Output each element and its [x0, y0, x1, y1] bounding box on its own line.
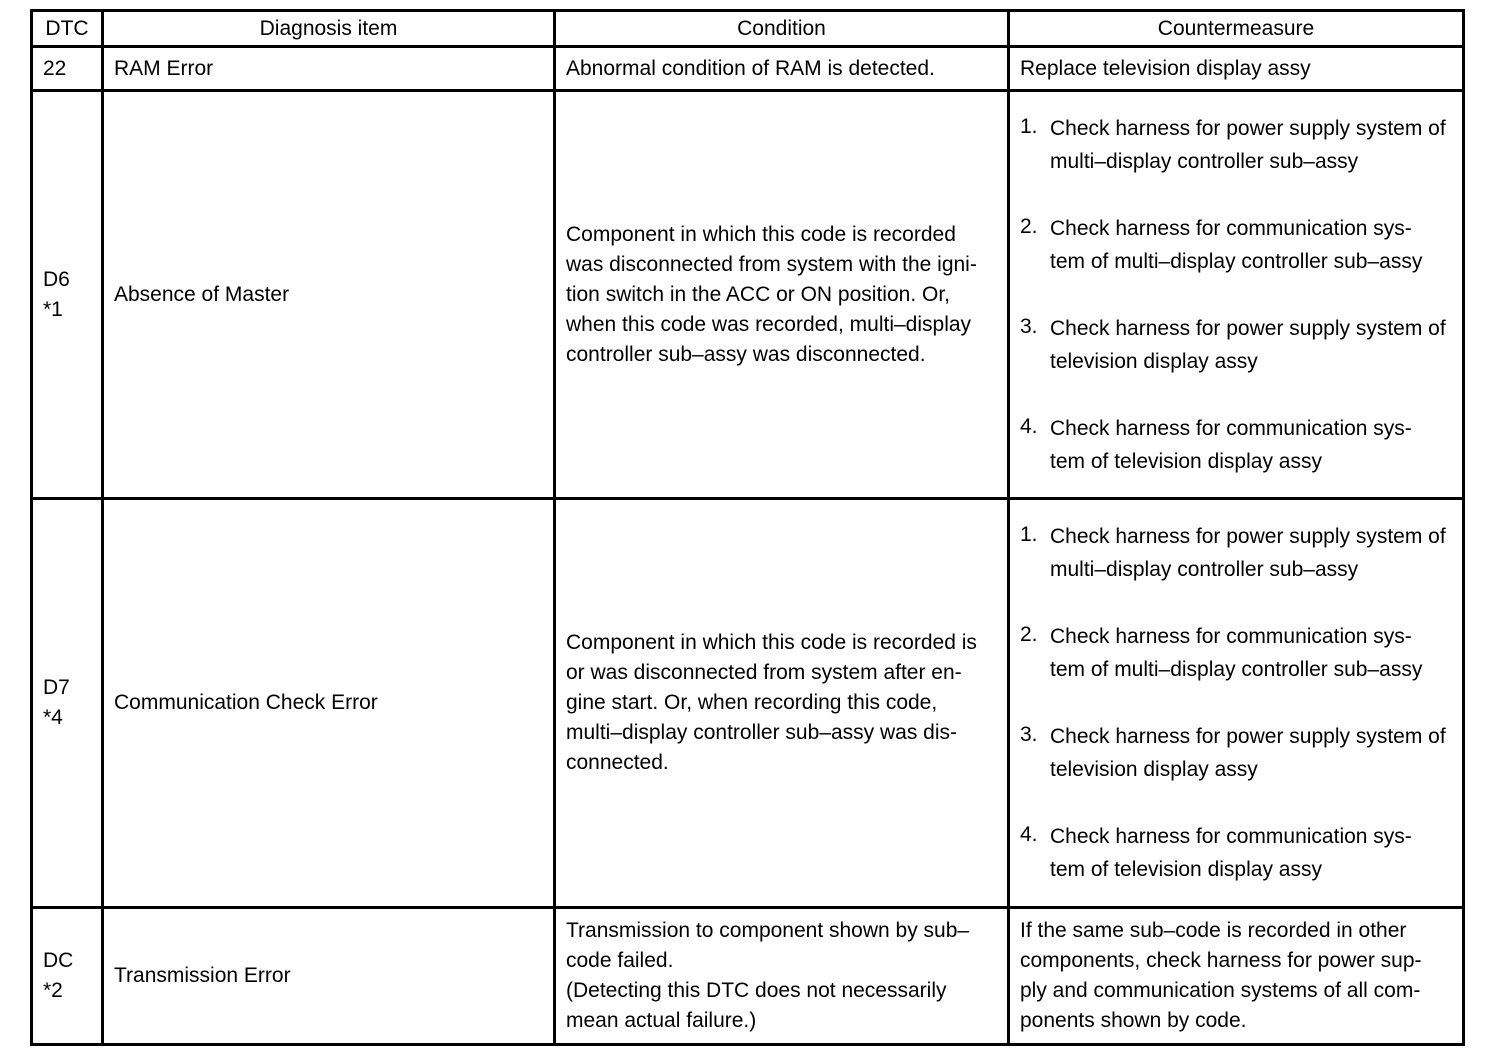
header-diagnosis-item: Diagnosis item — [103, 11, 555, 47]
condition-cell — [555, 499, 1009, 908]
condition-text: Component in which this code is recorded is or was disconnected from system after en- gine start. Or, when recording this code, multi–display controller sub–assy was dis- connected. — [566, 631, 977, 774]
dtc-table — [30, 9, 1465, 1046]
condition-cell — [555, 47, 1009, 91]
condition-cell — [555, 908, 1009, 1045]
dtc-code-cell — [32, 499, 103, 908]
header-condition: Condition — [555, 11, 1009, 47]
dtc-code-cell — [32, 91, 103, 499]
dtc-code-cell — [32, 908, 103, 1045]
condition-text: Abnormal condition of RAM is detected. — [566, 56, 935, 80]
header-countermeasure: Countermeasure — [1009, 11, 1464, 47]
dtc-note-ref: *2 — [43, 979, 63, 1002]
list-item: 1. Check harness for power supply system of multi–display controller sub–assy — [1020, 114, 1446, 173]
diagnosis-item-cell: RAM Error — [103, 47, 555, 91]
list-item: 2. Check harness for communication sys- tem of multi–display controller sub–assy — [1020, 623, 1423, 681]
countermeasure-steps — [1020, 520, 1452, 886]
condition-text: Transmission to component shown by sub– code failed. — [566, 919, 970, 972]
table-header-row — [32, 11, 1464, 47]
table-row — [32, 47, 1464, 91]
dtc-code: DC — [43, 949, 74, 972]
table-row — [32, 499, 1464, 908]
table-row — [32, 908, 1464, 1045]
condition-note: (Detecting this DTC does not necessarily mean actual failure.) — [566, 979, 947, 1032]
diagnosis-item-cell: Absence of Master — [103, 91, 555, 499]
header-dtc: DTC — [32, 11, 103, 47]
list-item: 3. Check harness for power supply system of television display assy — [1020, 314, 1446, 373]
list-item: 1. Check harness for power supply system of multi–display controller sub–assy — [1020, 523, 1446, 581]
list-item: 2. Check harness for communication sys- tem of multi–display controller sub–assy — [1020, 214, 1423, 273]
list-item: 4. Check harness for communication sys- tem of television display assy — [1020, 414, 1412, 473]
dtc-code: D6 — [43, 267, 70, 291]
list-item: 3. Check harness for power supply system of television display assy — [1020, 723, 1446, 781]
diagnosis-item-cell: Transmission Error — [103, 908, 555, 1045]
dtc-code: 22 — [43, 56, 67, 80]
dtc-code-cell — [32, 47, 103, 91]
countermeasure-cell: Replace television display assy — [1009, 47, 1464, 91]
table-row — [32, 91, 1464, 499]
condition-cell — [555, 91, 1009, 499]
dtc-note-ref: *4 — [43, 706, 63, 729]
condition-text: Component in which this code is recorded was disconnected from system with the igni- tion switch in the ACC or ON position. Or, when this code was recorded, multi–display controller sub–assy was disconnected. — [566, 222, 977, 366]
list-item: 4. Check harness for communication sys- tem of television display assy — [1020, 823, 1412, 881]
dtc-note-ref: *1 — [43, 297, 63, 321]
countermeasure-cell — [1009, 499, 1464, 908]
diagnosis-item-cell: Communication Check Error — [103, 499, 555, 908]
countermeasure-cell: If the same sub–code is recorded in other components, check harness for power sup- ply and communication systems of all com- ponents shown by code. — [1009, 908, 1464, 1045]
dtc-code: D7 — [43, 676, 70, 699]
countermeasure-cell — [1009, 91, 1464, 499]
countermeasure-steps — [1020, 112, 1452, 478]
